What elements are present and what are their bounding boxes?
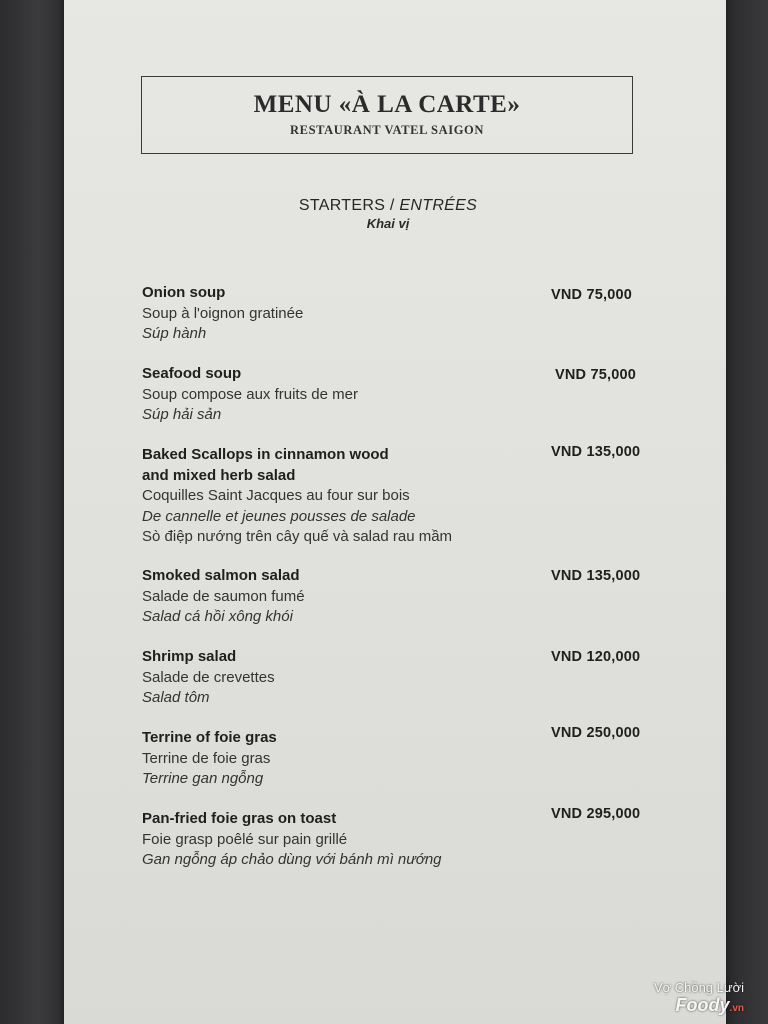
restaurant-name: RESTAURANT VATEL SAIGON: [290, 123, 484, 137]
section-header: [64, 197, 712, 231]
menu-title: MENU «À LA CARTE»: [253, 91, 521, 118]
item-vietnamese: Terrine gan ngỗng: [142, 770, 264, 787]
foody-watermark: [654, 980, 744, 1016]
item-name: Baked Scallops in cinnamon wood: [142, 446, 389, 463]
item-name: Pan-fried foie gras on toast: [142, 810, 337, 827]
title-box: [141, 76, 633, 154]
item-price: VND 295,000: [551, 806, 641, 822]
item-french-line-2: De cannelle et jeunes pousses de salade: [142, 507, 416, 525]
item-name: Onion soup: [142, 284, 226, 301]
backdrop-left: [0, 0, 64, 1024]
item-french: Foie grasp poêlé sur pain grillé: [142, 830, 348, 848]
item-vietnamese: Gan ngỗng áp chảo dùng với bánh mì nướng: [142, 851, 442, 868]
watermark-caption: Vợ Chồng Lười: [653, 980, 744, 995]
item-french: Terrine de foie gras: [142, 749, 271, 767]
item-french: Soup compose aux fruits de mer: [142, 385, 358, 403]
item-price: VND 75,000: [555, 367, 636, 383]
item-name-line-2: and mixed herb salad: [142, 466, 296, 484]
item-vietnamese: Salad cá hồi xông khói: [142, 608, 293, 625]
item-french: Coquilles Saint Jacques au four sur bois: [142, 487, 410, 504]
item-vietnamese: Súp hải sản: [142, 406, 222, 423]
item-price: VND 120,000: [551, 649, 641, 665]
foody-logo-text: Foody: [675, 995, 730, 1015]
item-name: Seafood soup: [142, 365, 242, 382]
item-price: VND 135,000: [551, 444, 641, 460]
section-title-vi: Khai vị: [366, 216, 410, 231]
menu-page: [64, 0, 726, 1024]
item-price: VND 135,000: [551, 568, 641, 584]
item-name: Terrine of foie gras: [142, 729, 277, 746]
section-title-fr: ENTRÉES: [399, 197, 478, 214]
item-vietnamese: Salad tôm: [142, 689, 210, 706]
section-title-en: STARTERS /: [298, 197, 400, 214]
item-vietnamese: Súp hành: [142, 325, 207, 342]
item-price: VND 250,000: [551, 725, 641, 741]
item-french: Salade de crevettes: [142, 668, 275, 686]
menu-item: [142, 445, 662, 548]
item-price: VND 75,000: [551, 287, 632, 303]
foody-logo: [654, 995, 744, 1016]
item-name: Shrimp salad: [142, 648, 237, 665]
item-french: Salade de saumon fumé: [142, 587, 305, 605]
backdrop-right: [724, 0, 768, 1024]
foody-logo-suffix: .vn: [729, 1003, 744, 1014]
item-french: Soup à l'oignon gratinée: [142, 304, 304, 322]
item-name: Smoked salmon salad: [142, 567, 300, 584]
section-title: [64, 197, 712, 215]
item-vietnamese: Sò điệp nướng trên cây quế và salad rau mầm: [142, 528, 453, 545]
